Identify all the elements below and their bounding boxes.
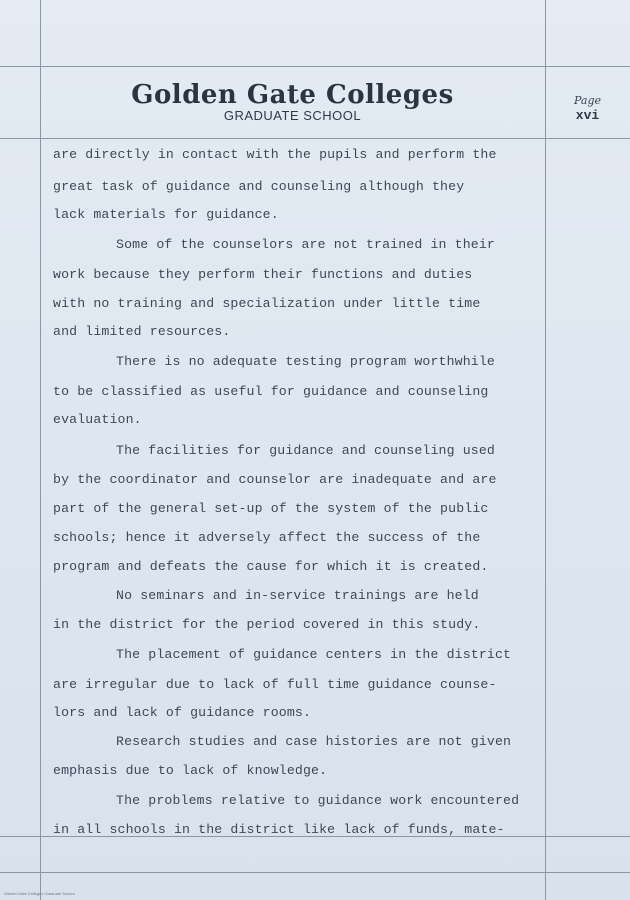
body-line: The placement of guidance centers in the district bbox=[116, 647, 512, 662]
body-line: Research studies and case histories are not given bbox=[116, 734, 512, 749]
body-line: in all schools in the district like lack of funds, mate- bbox=[53, 822, 505, 837]
body-line: with no training and specialization under little time bbox=[53, 296, 481, 311]
body-line: are irregular due to lack of full time guidance counse- bbox=[53, 677, 497, 692]
left-margin-rule bbox=[40, 0, 41, 900]
body-line: There is no adequate testing program worthwhile bbox=[116, 354, 495, 369]
body-line: by the coordinator and counselor are inadequate and are bbox=[53, 472, 497, 487]
body-line: schools; hence it adversely affect the success of the bbox=[53, 530, 481, 545]
header-bottom-rule bbox=[0, 138, 630, 139]
body-line: are directly in contact with the pupils and perform the bbox=[53, 147, 497, 162]
body-line: emphasis due to lack of knowledge. bbox=[53, 763, 328, 778]
body-line: and limited resources. bbox=[53, 324, 231, 339]
body-line: part of the general set-up of the system of the public bbox=[53, 501, 489, 516]
college-name: Golden Gate Colleges bbox=[131, 80, 454, 110]
body-line: evaluation. bbox=[53, 412, 142, 427]
body-line: work because they perform their functions and duties bbox=[53, 267, 473, 282]
body-line: Some of the counselors are not trained in their bbox=[116, 237, 495, 252]
body-line: to be classified as useful for guidance and counseling bbox=[53, 384, 489, 399]
body-line: lors and lack of guidance rooms. bbox=[53, 705, 312, 720]
body-line: great task of guidance and counseling although they bbox=[53, 179, 465, 194]
body-line: in the district for the period covered in this study. bbox=[53, 617, 481, 632]
body-line: The problems relative to guidance work encountered bbox=[116, 793, 520, 808]
page-label: Page bbox=[573, 94, 602, 107]
body-line: The facilities for guidance and counseling used bbox=[116, 443, 495, 458]
footer-bottom-rule bbox=[0, 872, 630, 873]
body-line: lack materials for guidance. bbox=[53, 207, 279, 222]
header-top-rule bbox=[0, 66, 630, 67]
body-line: program and defeats the cause for which it is created. bbox=[53, 559, 489, 574]
body-line: No seminars and in-service trainings are held bbox=[116, 588, 479, 603]
scan-footer-note: Golden Gate Colleges Graduate School bbox=[4, 891, 75, 896]
page-number: xvi bbox=[575, 108, 600, 123]
school-name: GRADUATE SCHOOL bbox=[223, 108, 362, 123]
right-margin-rule bbox=[545, 0, 546, 900]
